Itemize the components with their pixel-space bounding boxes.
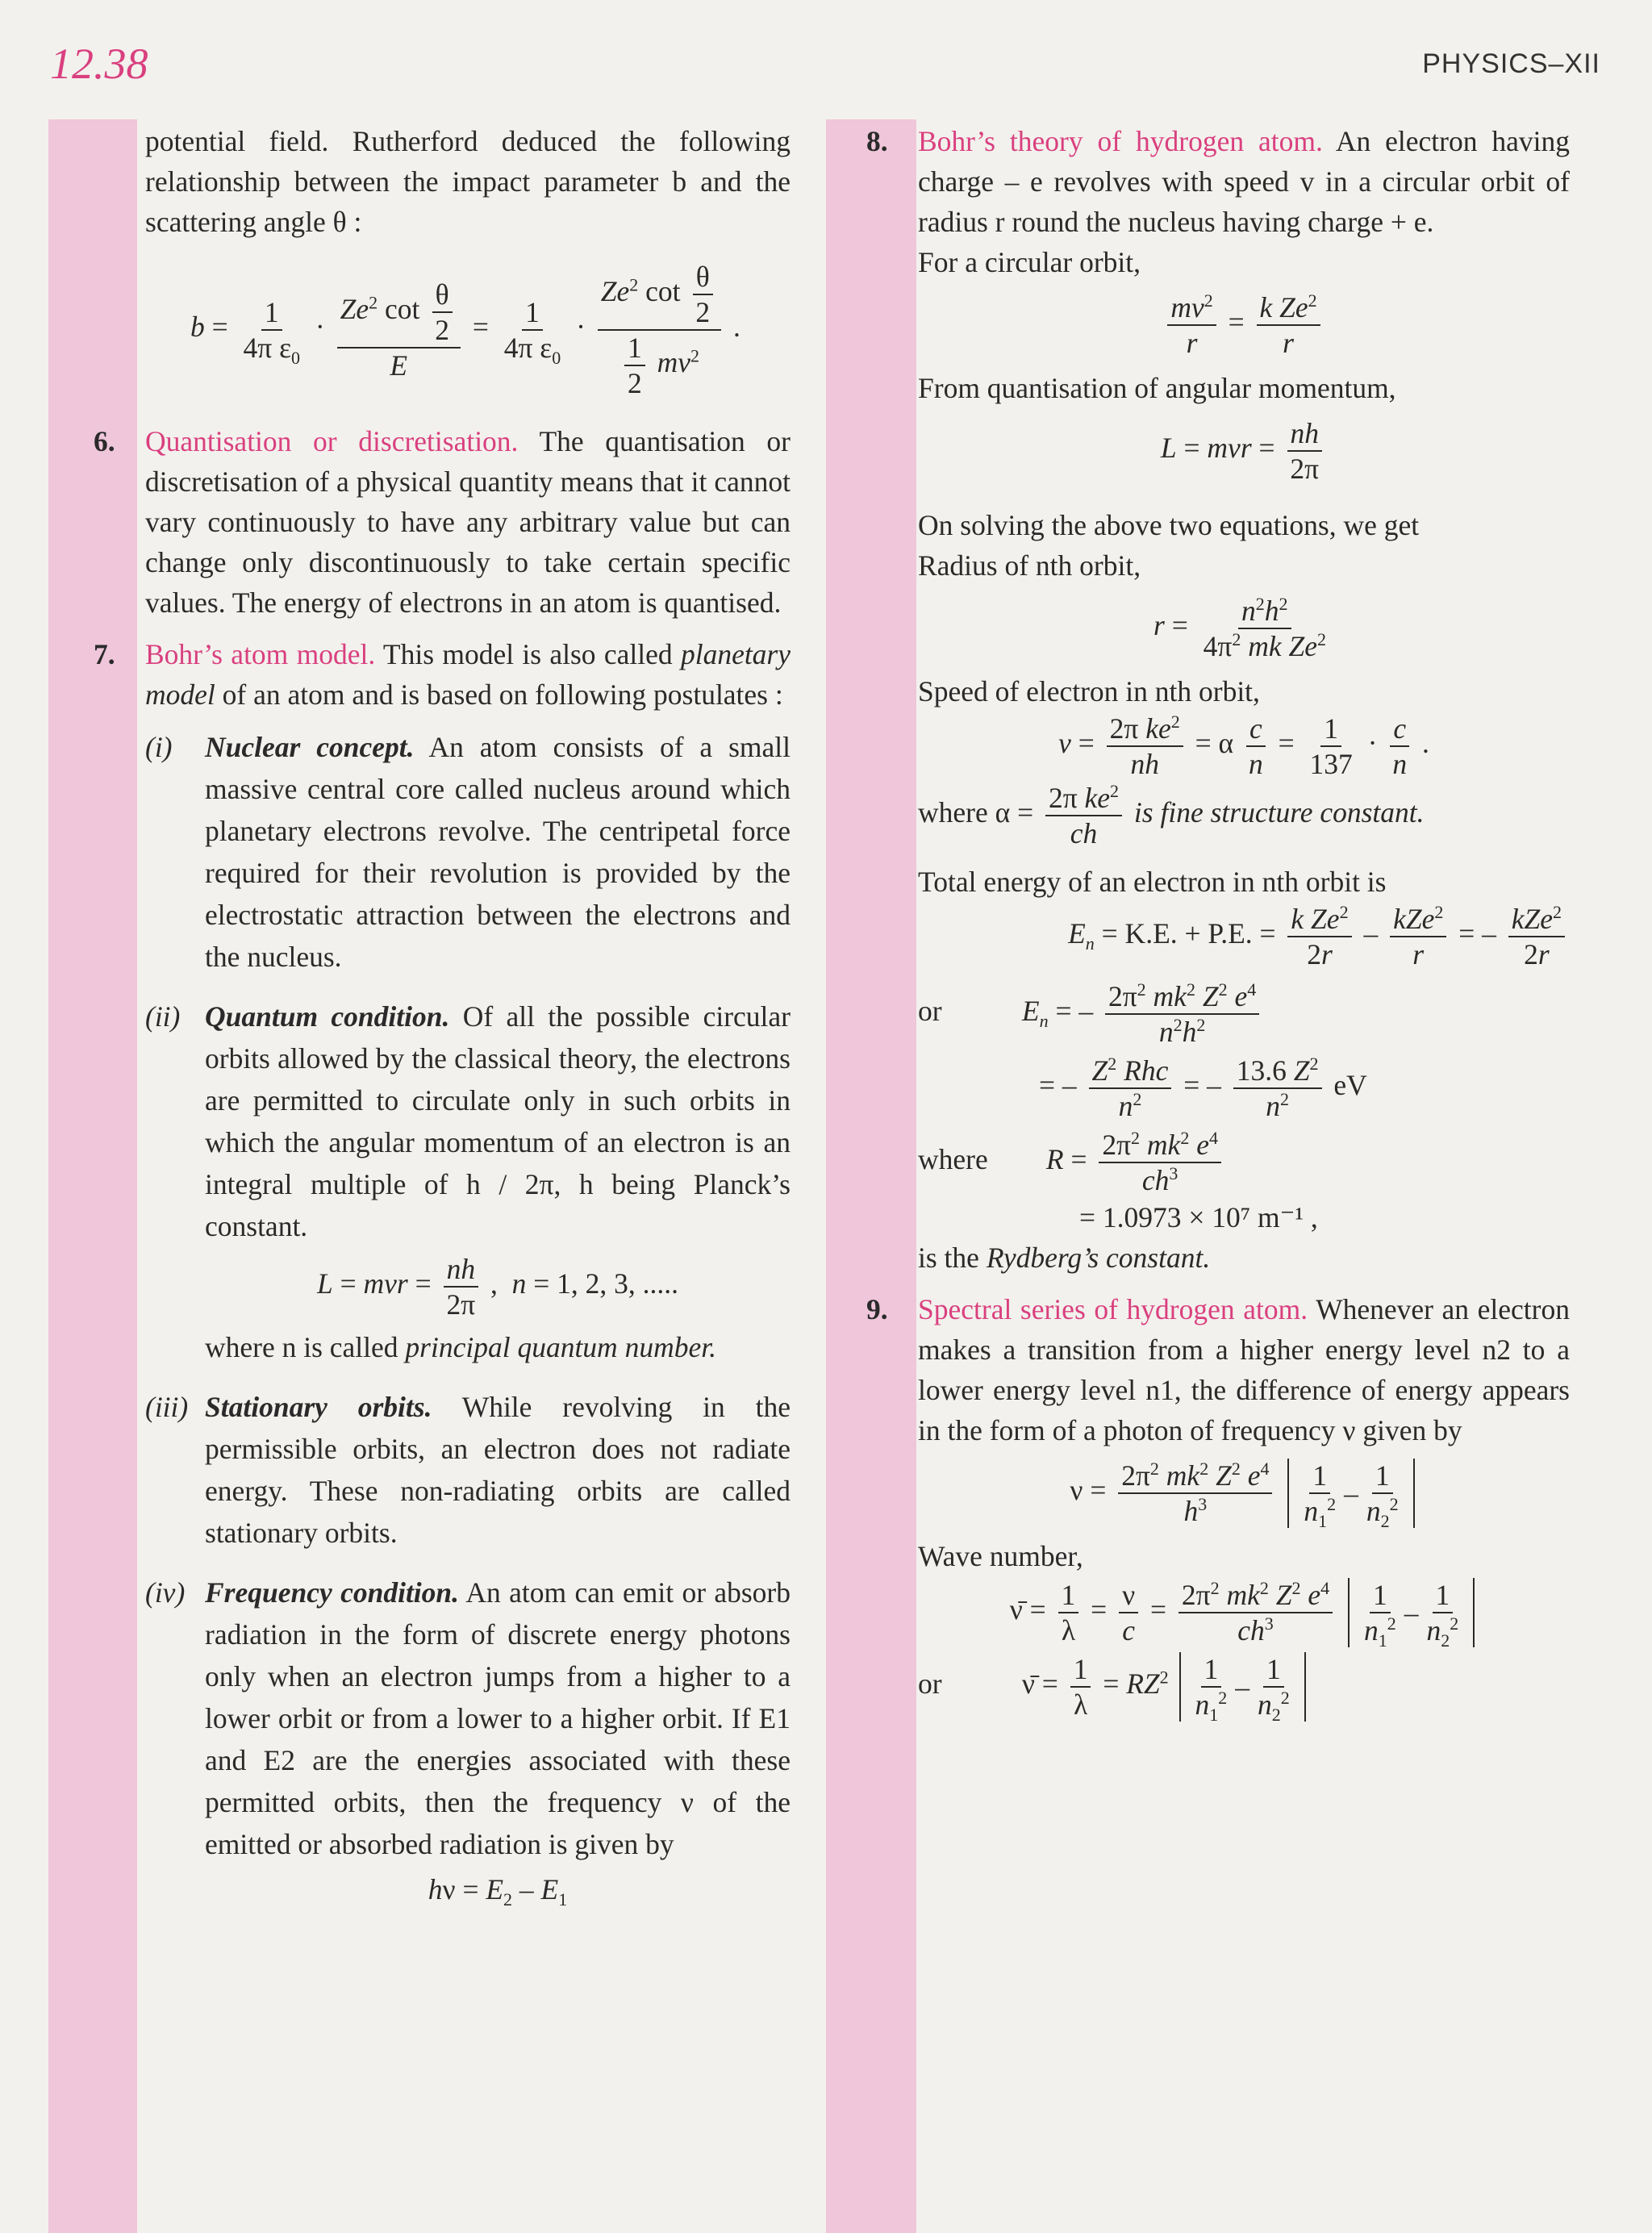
postulate-2-heading: Quantum condition. <box>205 1000 450 1033</box>
section-7-number: 7. <box>94 638 115 670</box>
postulate-1-body: An atom consists of a small massive central core called nucleus around which planetary electrons revolve. The centripetal force required for their revolution is provided by the electrostatic attraction between the electrons and the nucleus. <box>205 731 791 973</box>
solving-label: On solving the above two equations, we get <box>918 509 1420 541</box>
energy-rydberg-equation: = – $\frac{Z^2 Rhc}{n^2}$ = – $\frac{13.6 Z^2}{n^2}$ eV <box>1039 1054 1367 1122</box>
postulate-2 <box>145 995 791 1368</box>
postulate-4-body: An atom can emit or absorb radiation in the form of discrete energy photons only when an electron jumps from a higher to a lower orbit or from a lower to a higher orbit. If E1 and E2 are the energies associated with these permitted orbits, then the frequency ν of the emitted or absorbed radiation is given by <box>205 1576 791 1860</box>
radius-label: Radius of nth orbit, <box>918 549 1141 582</box>
intro-paragraph: potential field. Rutherford deduced the following relationship between the impact parameter b and the scattering angle θ : <box>145 125 791 238</box>
section-7-body-start: This model is also called <box>382 638 673 670</box>
energy-alt-equation: or $E_n$ = – $\frac{2\pi^2 mk^2 Z^2 e^4}{n^2h^2}$ <box>918 979 1570 1049</box>
section-6-number: 6. <box>94 425 115 457</box>
quantum-number-term: principal quantum number. <box>405 1331 716 1363</box>
section-7-body-end: of an atom and is based on following postulates : <box>222 678 783 711</box>
angular-momentum-equation: L = mvr = $\frac{nh}{2\pi}$ , n = 1, 2, 3, ..... <box>316 1253 679 1321</box>
wave-number-short-equation: or ν̄ = $\frac{1}{\lambda}$ = $RZ^2$ $\frac{1}{n_1^2}$ – $\frac{1}{n_2^2}$ <box>918 1652 1570 1722</box>
or-label-1: or <box>918 995 942 1028</box>
or-label-2: or <box>918 1667 942 1701</box>
total-energy-label: Total energy of an electron in nth orbit is <box>918 866 1387 898</box>
postulate-3-number: (iii) <box>145 1391 189 1423</box>
postulate-1-heading: Nuclear concept. <box>205 731 415 763</box>
postulate-1 <box>145 726 791 978</box>
postulate-1-number: (i) <box>145 731 173 763</box>
section-7-italic-term: planetary model <box>145 638 791 711</box>
right-margin-band <box>826 119 916 2233</box>
wave-number-label: Wave number, <box>918 1540 1083 1572</box>
total-energy-equation: $E_n = K.E$. + P.E. = $\frac{k Ze^2}{2r}$ – $\frac{kZe^2}{r}$ = – $\frac{kZe^2}{2r}$ <box>918 902 1570 971</box>
section-9-heading: Spectral series of hydrogen atom. <box>918 1293 1308 1325</box>
rydberg-term: Rydberg’s constant. <box>986 1242 1211 1274</box>
momentum-equation: L = mvr = $\frac{nh}{2\pi}$ <box>918 416 1570 486</box>
section-8-heading: Bohr’s theory of hydrogen atom. <box>918 125 1323 157</box>
speed-label: Speed of electron in nth orbit, <box>918 675 1260 707</box>
fine-structure-note: is fine structure constant. <box>1133 796 1425 829</box>
rydberg-value: = 1.0973 × 10⁷ m⁻¹ , <box>1079 1201 1318 1233</box>
section-9-number: 9. <box>866 1293 888 1325</box>
postulate-2-number: (ii) <box>145 1000 181 1033</box>
quantum-number-note: where n is called <box>205 1331 398 1363</box>
wave-number-equation: ν̄ = $\frac{1}{\lambda}$ = $\frac{\nu}{c}$ = $\frac{2\pi^2 mk^2 Z^2 e^4}{ch^3}$ $\frac{1}{n_1^2}$ – $\frac{1}{n_2^2}$ <box>918 1578 1570 1647</box>
alpha-definition-label: where α = <box>918 796 1034 829</box>
section-7 <box>94 634 791 1910</box>
section-6 <box>94 421 791 623</box>
section-7-heading: Bohr’s atom model. <box>145 638 376 670</box>
frequency-equation: ν = $\frac{2\pi^2 mk^2 Z^2 e^4}{h^3}$ $\frac{1}{n_1^2}$ – $\frac{1}{n_2^2}$ <box>918 1459 1570 1528</box>
centripetal-equation: $\frac{mv^2}{r}$ = $\frac{k Ze^2}{r}$ <box>918 290 1570 360</box>
postulate-4-number: (iv) <box>145 1576 186 1609</box>
speed-equation: v = $\frac{2\pi ke^2}{nh}$ = α $\frac{c}{n}$ = $\frac{1}{137}$ · $\frac{c}{n}$ . <box>1058 712 1429 780</box>
postulate-4 <box>145 1571 791 1910</box>
frequency-condition-equation: $h\nu = E_2 - E_1$ <box>428 1873 568 1910</box>
section-8 <box>866 121 1571 1278</box>
section-9-body: Whenever an electron makes a transition from a higher energy level n2 to a lower energy level n1, the difference of energy appears in the form of a photon of frequency ν given by <box>918 1293 1570 1446</box>
postulate-3-heading: Stationary orbits. <box>205 1391 432 1423</box>
section-8-number: 8. <box>866 125 888 157</box>
postulate-2-body: Of all the possible circular orbits allowed by the classical theory, the electrons are permitted to circulate only in such orbits in which the angular momentum of an electron is an integral multiple of h / 2π, h being Planck’s constant. <box>205 1000 791 1242</box>
left-column <box>94 121 791 1914</box>
right-column <box>866 121 1571 1726</box>
where-label: where <box>918 1143 988 1176</box>
rydberg-note: is the <box>918 1242 979 1274</box>
left-margin-band <box>48 119 137 2233</box>
impact-parameter-equation: b = $\frac{1}{4\pi \varepsilon_0}$ · Ze$^2$ cot $\frac{\theta}{2}$ E = $\frac{1}{4\pi \varepsilon_0}$ · Ze$^2$ cot $\frac{\theta}{2}$ $\frac{1}{2}$ $mv^2$ . <box>190 261 740 399</box>
fine-structure-line: where α = $\frac{2\pi ke^2}{ch}$ is fine structure constant. <box>918 781 1425 849</box>
page-number: 12.38 <box>50 40 148 88</box>
quantisation-label: From quantisation of angular momentum, <box>918 372 1396 404</box>
postulate-4-heading: Frequency condition. <box>205 1576 460 1609</box>
postulate-3 <box>145 1386 791 1554</box>
book-title: PHYSICS–XII <box>1422 48 1600 79</box>
section-8-body: An electron having charge – e revolves with speed v in a circular orbit of radius r round the nucleus having charge + e. <box>918 125 1571 238</box>
section-9 <box>866 1289 1570 1726</box>
postulate-3-body: While revolving in the permissible orbits, an electron does not radiate energy. These non-radiating orbits are called stationary orbits. <box>205 1391 791 1549</box>
circular-orbit-label: For a circular orbit, <box>918 246 1141 278</box>
radius-equation: r = $\frac{n^2h^2}{4\pi^2 mk Ze^2}$ <box>1153 594 1326 662</box>
section-6-heading: Quantisation or discretisation. <box>145 425 519 457</box>
section-6-body: The quantisation or discretisation of a physical quantity means that it cannot vary continuously to have any arbitrary value but can change only discontinuously to take certain specific values. The energy of electrons in an atom is quantised. <box>145 425 791 619</box>
rydberg-definition: where R = $\frac{2\pi^2 mk^2 e^4}{ch^3}$ <box>918 1128 1570 1197</box>
